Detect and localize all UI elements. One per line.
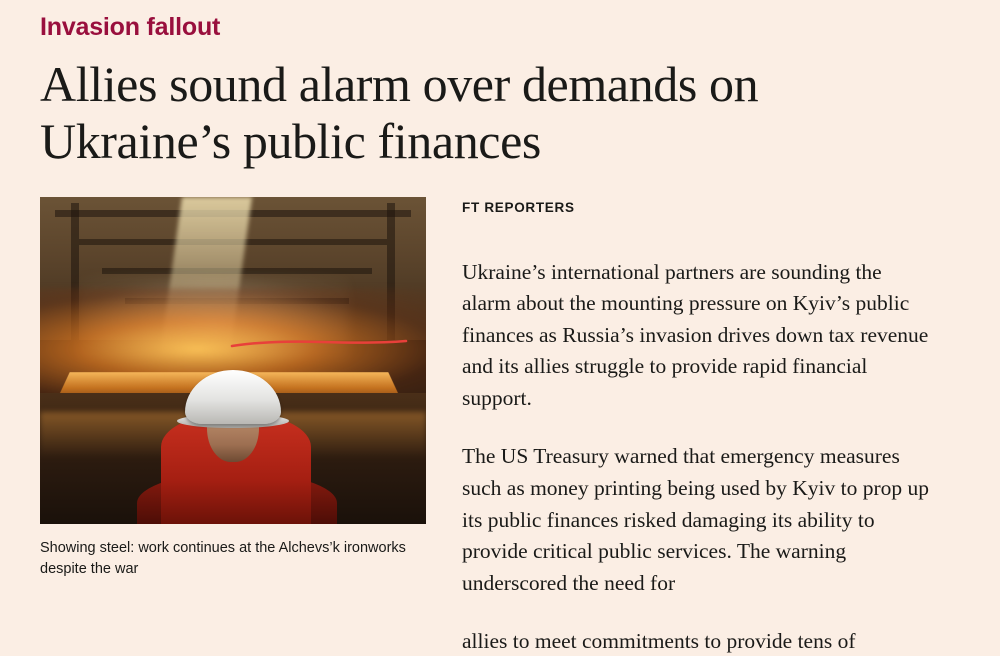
article-paragraph: Ukraine’s international partners are sounding the alarm about the mounting pressure on Kyiv’s public finances as Russia’s invasion drives down tax revenue and its allies struggle to provide rapid financial support. <box>462 257 932 415</box>
article-paragraph: allies to meet commitments to provide tens of <box>462 626 932 656</box>
article-photo <box>40 197 426 524</box>
article-paragraph: The US Treasury warned that emergency measures such as money printing being used by Kyiv to prop up its public finances risked damaging its ability to provide critical public services. The warning underscored the need for <box>462 441 932 599</box>
article-text-column <box>462 197 932 656</box>
page-title: Allies sound alarm over demands on Ukraine’s public finances <box>40 56 940 171</box>
byline: FT REPORTERS <box>462 200 932 215</box>
figure-caption: Showing steel: work continues at the Alchevs’k ironworks despite the war <box>40 538 426 582</box>
article-body-layout <box>40 197 960 656</box>
article-figure <box>40 197 426 582</box>
article-kicker[interactable]: Invasion fallout <box>40 0 960 42</box>
